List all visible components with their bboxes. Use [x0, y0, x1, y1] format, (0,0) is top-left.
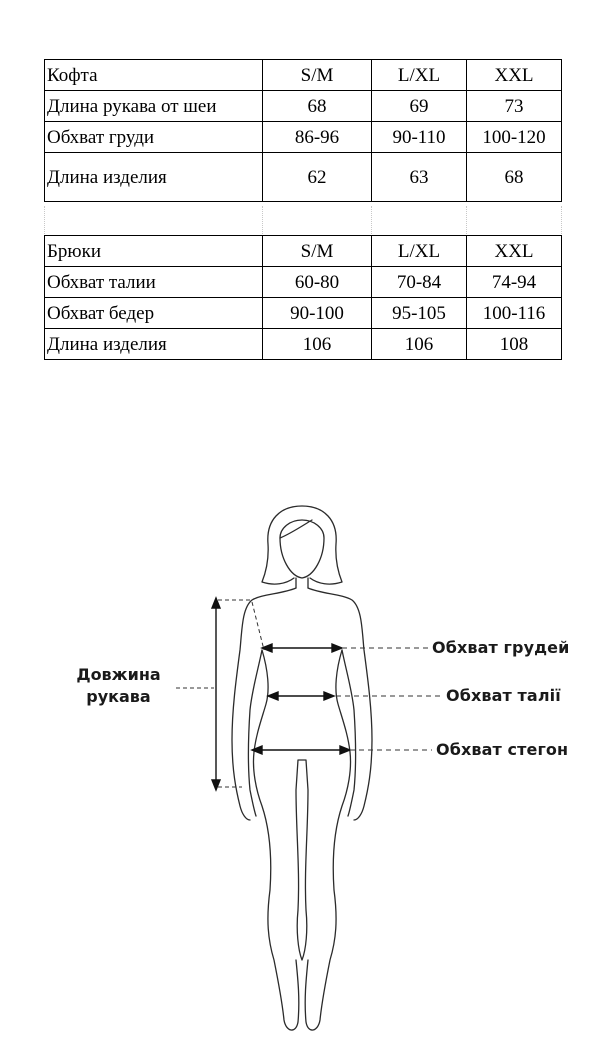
table-header-cell: S/M: [263, 60, 372, 91]
table-cell: 100-116: [467, 298, 562, 329]
table-header-cell: S/M: [263, 236, 372, 267]
bottom-size-table: [44, 235, 562, 360]
table-cell: 68: [263, 91, 372, 122]
gridline: [561, 206, 562, 234]
table-row: [45, 298, 562, 329]
gridline: [44, 206, 45, 234]
table-header-row: [45, 236, 562, 267]
waist-label: Обхват талії: [446, 686, 561, 705]
hips-label: Обхват стегон: [436, 740, 569, 759]
table-cell: 90-110: [372, 122, 467, 153]
table-cell: 62: [263, 153, 372, 202]
table-header-cell: Кофта: [45, 60, 263, 91]
gridline: [466, 206, 467, 234]
table-cell: Обхват груди: [45, 122, 263, 153]
table-row: [45, 122, 562, 153]
table-cell: 108: [467, 329, 562, 360]
table-row: [45, 329, 562, 360]
table-header-cell: Брюки: [45, 236, 263, 267]
sleeve-length-label: [66, 664, 171, 708]
table-cell: Длина рукава от шеи: [45, 91, 263, 122]
table-cell: 86-96: [263, 122, 372, 153]
measurement-arrow-icon: [212, 598, 220, 790]
gridline: [371, 206, 372, 234]
table-header-cell: XXL: [467, 60, 562, 91]
chest-label: Обхват грудей: [432, 638, 570, 657]
table-cell: 106: [263, 329, 372, 360]
table-cell: Обхват талии: [45, 267, 263, 298]
table-cell: 90-100: [263, 298, 372, 329]
table-cell: 106: [372, 329, 467, 360]
table-cell: Длина изделия: [45, 329, 263, 360]
table-cell: Обхват бедер: [45, 298, 263, 329]
sleeve-label-line2: рукава: [86, 687, 151, 706]
table-cell: 63: [372, 153, 467, 202]
table-cell: 69: [372, 91, 467, 122]
table-cell: 100-120: [467, 122, 562, 153]
top-size-table: [44, 59, 562, 202]
table-row: [45, 91, 562, 122]
gridline: [262, 206, 263, 234]
table-cell: Длина изделия: [45, 153, 263, 202]
table-header-cell: XXL: [467, 236, 562, 267]
table-cell: 73: [467, 91, 562, 122]
table-cell: 68: [467, 153, 562, 202]
female-body-outline-icon: [0, 490, 600, 1050]
table-header-cell: L/XL: [372, 236, 467, 267]
table-header-cell: L/XL: [372, 60, 467, 91]
table-header-row: [45, 60, 562, 91]
table-cell: 70-84: [372, 267, 467, 298]
table-cell: 60-80: [263, 267, 372, 298]
table-cell: 74-94: [467, 267, 562, 298]
table-cell: 95-105: [372, 298, 467, 329]
table-row: [45, 267, 562, 298]
sleeve-label-line1: Довжина: [76, 665, 161, 684]
table-row: [45, 153, 562, 202]
